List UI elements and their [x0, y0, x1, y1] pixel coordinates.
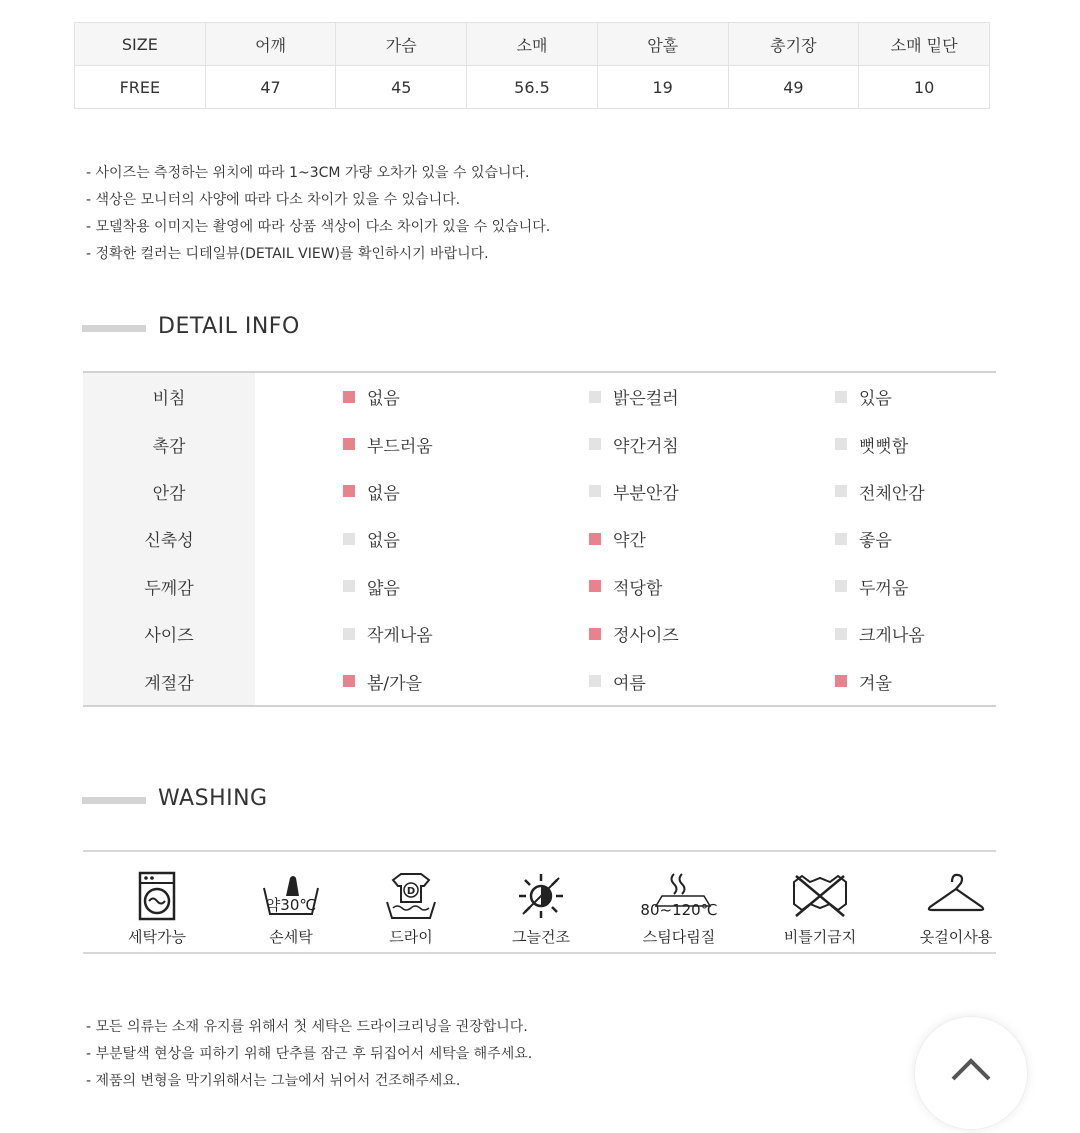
selected-indicator	[835, 675, 847, 687]
note-line: - 부분탈색 현상을 피하기 위해 단추를 잠근 후 뒤집어서 세탁을 해주세요.	[86, 1046, 533, 1062]
size-cell: 56.5	[467, 66, 598, 109]
detail-option	[343, 657, 422, 704]
detail-option-label: 있음	[859, 389, 892, 410]
detail-option-label: 겨울	[859, 673, 892, 694]
detail-option	[835, 373, 892, 420]
size-header-cell: 어깨	[205, 23, 336, 66]
detail-option-label: 작게나옴	[367, 626, 433, 647]
detail-option-label: 좋음	[859, 531, 892, 552]
detail-row	[83, 373, 996, 420]
detail-option	[589, 515, 646, 562]
wash-label: 그늘건조	[512, 928, 570, 946]
size-cell: FREE	[75, 66, 206, 109]
washing-title: WASHING	[158, 786, 268, 811]
dry-clean-icon	[383, 870, 439, 922]
steam-temp: 80~120℃	[640, 901, 718, 919]
detail-option	[343, 515, 400, 562]
size-header-cell: 총기장	[728, 23, 859, 66]
size-cell: 19	[597, 66, 728, 109]
unselected-indicator	[835, 580, 847, 592]
detail-option-label: 약간거침	[613, 436, 679, 457]
washing-machine-icon	[135, 870, 179, 922]
no-wring-icon	[790, 870, 850, 922]
size-table-row	[75, 66, 990, 109]
unselected-indicator	[343, 533, 355, 545]
unselected-indicator	[835, 485, 847, 497]
detail-option	[343, 610, 433, 657]
unselected-indicator	[589, 391, 601, 403]
detail-option-label: 없음	[367, 389, 400, 410]
detail-option-label: 뻣뻣함	[859, 436, 909, 457]
detail-option	[343, 373, 400, 420]
wash-item-dry	[351, 870, 471, 947]
size-header-cell: 가슴	[336, 23, 467, 66]
detail-option-label: 없음	[367, 531, 400, 552]
wash-item-hanger	[896, 870, 1016, 947]
detail-option	[589, 420, 679, 467]
detail-row-label: 신축성	[83, 515, 255, 562]
wash-label: 손세탁	[269, 928, 313, 946]
detail-option	[589, 610, 679, 657]
size-cell: 49	[728, 66, 859, 109]
unselected-indicator	[589, 485, 601, 497]
detail-row	[83, 468, 996, 515]
selected-indicator	[589, 628, 601, 640]
detail-option-label: 크게나옴	[859, 626, 925, 647]
detail-row-label: 촉감	[83, 420, 255, 467]
detail-option-label: 적당함	[613, 578, 663, 599]
divider	[83, 952, 996, 954]
detail-option	[589, 373, 679, 420]
detail-option-label: 약간	[613, 531, 646, 552]
detail-option	[343, 563, 400, 610]
scroll-to-top-button[interactable]	[914, 1016, 1028, 1130]
wash-item-no-wring	[760, 870, 880, 947]
unselected-indicator	[589, 438, 601, 450]
section-title-bar	[82, 325, 146, 332]
size-header-cell: SIZE	[75, 23, 206, 66]
hand-wash-icon	[256, 870, 326, 922]
size-cell: 45	[336, 66, 467, 109]
wash-item-steam	[619, 870, 739, 947]
detail-option	[835, 468, 925, 515]
dry-clean-letter: D	[406, 886, 416, 897]
size-cell: 47	[205, 66, 336, 109]
note-line: - 제품의 변형을 막기위해서는 그늘에서 뉘어서 건조해주세요.	[86, 1073, 461, 1089]
detail-option	[835, 563, 908, 610]
detail-option-label: 봄/가을	[367, 673, 422, 694]
wash-label: 비틀기금지	[783, 928, 857, 946]
section-title-bar	[82, 797, 146, 804]
detail-info-table	[83, 371, 996, 707]
detail-option-label: 없음	[367, 483, 400, 504]
unselected-indicator	[835, 391, 847, 403]
wash-label: 옷걸이사용	[919, 928, 993, 946]
detail-option	[835, 515, 892, 562]
detail-option-label: 부드러움	[367, 436, 433, 457]
detail-row-label: 비침	[83, 373, 255, 420]
note-line: - 모델착용 이미지는 촬영에 따라 상품 색상이 다소 차이가 있을 수 있습니다.	[86, 219, 551, 235]
detail-row-label: 두께감	[83, 563, 255, 610]
detail-row	[83, 610, 996, 657]
note-line: - 사이즈는 측정하는 위치에 따라 1~3CM 가량 오차가 있을 수 있습니다.	[86, 165, 530, 181]
detail-info-title: DETAIL INFO	[158, 314, 300, 339]
detail-row-label: 계절감	[83, 657, 255, 704]
detail-option	[589, 468, 679, 515]
size-cell: 10	[859, 66, 990, 109]
chevron-up-icon	[915, 1017, 1027, 1129]
detail-row	[83, 657, 996, 704]
detail-option	[835, 610, 925, 657]
selected-indicator	[589, 580, 601, 592]
note-line: - 색상은 모니터의 사양에 따라 다소 차이가 있을 수 있습니다.	[86, 192, 461, 208]
detail-row-label: 안감	[83, 468, 255, 515]
detail-option-label: 전체안감	[859, 483, 925, 504]
note-line: - 정확한 컬러는 디테일뷰(DETAIL VIEW)를 확인하시기 바랍니다.	[86, 246, 489, 262]
wash-item-machine	[97, 870, 217, 947]
size-table	[74, 22, 990, 109]
detail-option-label: 여름	[613, 673, 646, 694]
detail-option	[835, 657, 892, 704]
size-header-cell: 소매	[467, 23, 598, 66]
detail-option	[589, 657, 646, 704]
detail-option-label: 두꺼움	[859, 578, 909, 599]
unselected-indicator	[835, 438, 847, 450]
steam-iron-icon	[634, 870, 724, 922]
detail-row	[83, 515, 996, 562]
detail-option	[835, 420, 908, 467]
detail-row	[83, 563, 996, 610]
size-header-cell: 암홀	[597, 23, 728, 66]
detail-option-label: 정사이즈	[613, 626, 679, 647]
hanger-icon	[924, 870, 988, 922]
unselected-indicator	[343, 580, 355, 592]
selected-indicator	[589, 533, 601, 545]
shade-dry-icon	[515, 870, 567, 922]
wash-label: 드라이	[389, 928, 433, 946]
wash-item-shade	[481, 870, 601, 947]
detail-option-label: 밝은컬러	[613, 389, 679, 410]
size-header-cell: 소매 밑단	[859, 23, 990, 66]
selected-indicator	[343, 485, 355, 497]
detail-row-label: 사이즈	[83, 610, 255, 657]
wash-item-hand	[231, 870, 351, 947]
detail-option	[589, 563, 662, 610]
note-line: - 모든 의류는 소재 유지를 위해서 첫 세탁은 드라이크리닝을 권장합니다.	[86, 1019, 528, 1035]
size-table-header-row	[75, 23, 990, 66]
selected-indicator	[343, 391, 355, 403]
wash-label: 세탁가능	[128, 928, 186, 946]
hand-wash-temp: 약30℃	[265, 896, 317, 914]
unselected-indicator	[589, 675, 601, 687]
wash-label: 스팀다림질	[642, 928, 716, 946]
washing-notes	[86, 1014, 532, 1095]
detail-option-label: 얇음	[367, 578, 400, 599]
detail-option	[343, 468, 400, 515]
unselected-indicator	[343, 628, 355, 640]
divider	[83, 850, 996, 852]
detail-option-label: 부분안감	[613, 483, 679, 504]
unselected-indicator	[835, 533, 847, 545]
size-notes	[86, 160, 550, 268]
selected-indicator	[343, 675, 355, 687]
detail-row	[83, 420, 996, 467]
unselected-indicator	[835, 628, 847, 640]
detail-option	[343, 420, 433, 467]
selected-indicator	[343, 438, 355, 450]
